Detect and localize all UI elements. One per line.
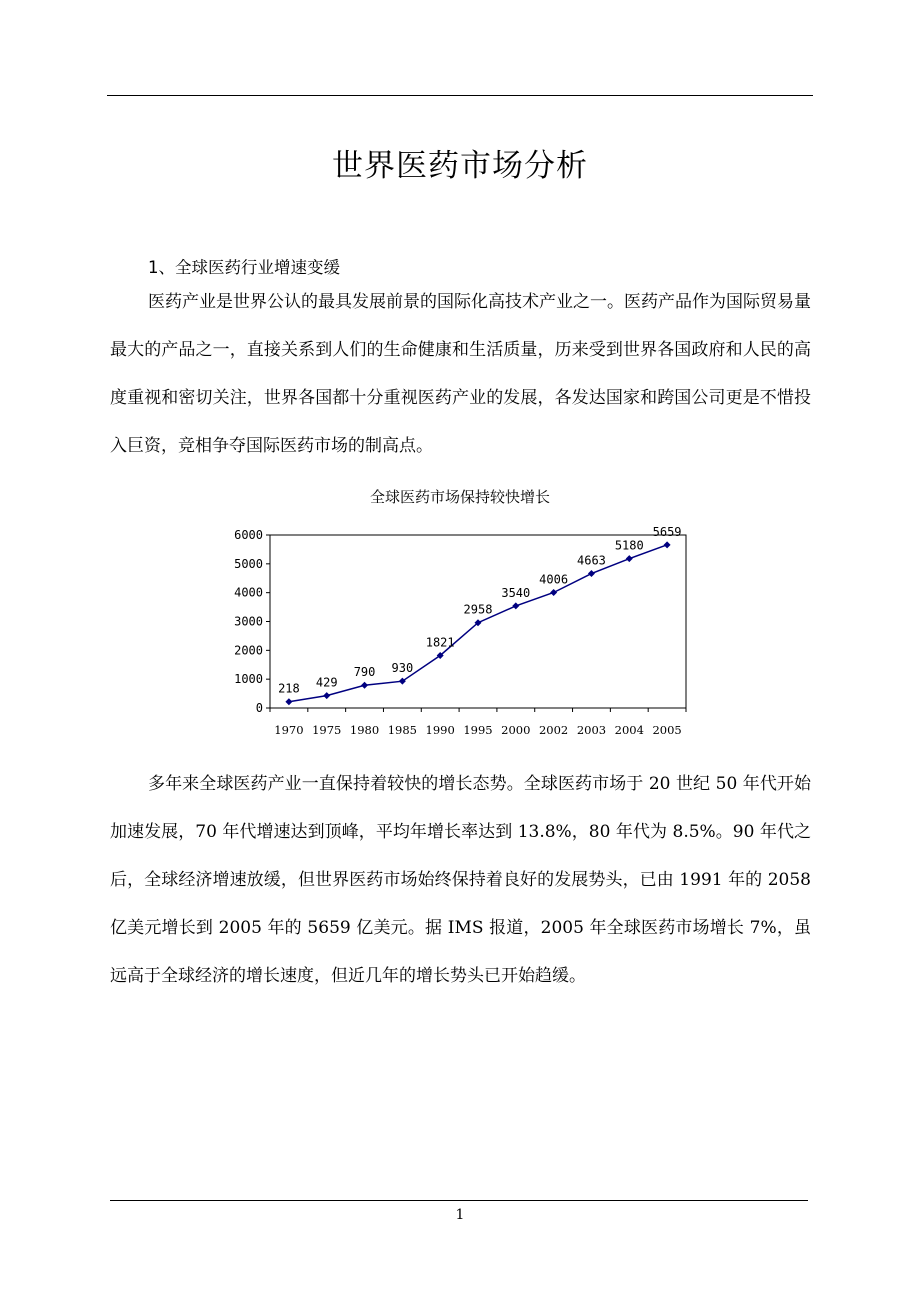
data-label: 218 (278, 681, 300, 696)
line-chart (230, 505, 710, 745)
data-label: 1821 (425, 635, 455, 650)
x-tick-label: 2005 (652, 723, 682, 737)
x-tick-label: 1970 (274, 723, 304, 737)
x-tick-label: 2000 (501, 723, 531, 737)
data-label: 5659 (652, 524, 682, 539)
body-paragraph-1: 医药产业是世界公认的最具发展前景的国际化高技术产业之一。医药产品作为国际贸易量最大的产品之一，直接关系到人们的生命健康和生活质量，历来受到世界各国政府和人民的高度重视和密切关注，世界各国都十分重视医药产业的发展，各发达国家和跨国公司更是不惜投入巨资，竞相争夺国际医药市场的制高点。 (110, 292, 811, 456)
data-label: 790 (353, 665, 376, 680)
document-title: 世界医药市场分析 (332, 148, 588, 184)
x-tick-label: 2004 (614, 723, 644, 737)
data-label: 2958 (463, 602, 493, 617)
x-tick-label: 1990 (425, 723, 455, 737)
x-tick-label: 1975 (312, 723, 342, 737)
section-heading: 1、全球医药行业增速变缓 (148, 258, 340, 277)
y-tick-label: 4000 (234, 585, 263, 600)
y-tick-label: 6000 (234, 528, 263, 542)
page-number: 1 (455, 1207, 465, 1223)
x-tick-label: 1985 (387, 723, 418, 737)
y-tick-label: 0 (255, 701, 263, 715)
y-tick-label: 3000 (234, 614, 263, 629)
x-tick-label: 1980 (349, 723, 380, 737)
footer-rule (110, 1200, 808, 1201)
data-label: 4006 (539, 572, 569, 587)
y-tick-label: 2000 (234, 643, 263, 658)
data-label: 5180 (614, 538, 644, 553)
data-label: 429 (315, 675, 338, 690)
data-label: 4663 (577, 553, 606, 568)
data-label: 930 (391, 661, 414, 676)
x-tick-label: 2002 (538, 723, 569, 737)
x-tick-label: 2003 (576, 723, 607, 737)
x-tick-label: 1995 (463, 723, 493, 737)
chart-title: 全球医药市场保持较快增长 (369, 488, 550, 506)
header-rule (107, 95, 813, 96)
data-label: 3540 (501, 585, 531, 600)
body-paragraph-2: 多年来全球医药产业一直保持着较快的增长态势。全球医药市场于 20 世纪 50 年代开始加速发展，70 年代增速达到顶峰，平均年增长率达到 13.8%，80 年代为 8.5%。90 年代之后，全球经济增速放缓，但世界医药市场始终保持着良好的发展势头，已由 1991 年的 2058 亿美元增长到 2005 年的 5659 亿美元。据 IMS 报道，2005 年全球医药市场增长 7%，虽远高于全球经济的增长速度，但近几年的增长势头已开始趋缓。 (110, 774, 811, 986)
y-tick-label: 1000 (234, 672, 263, 687)
y-tick-label: 5000 (234, 556, 263, 571)
